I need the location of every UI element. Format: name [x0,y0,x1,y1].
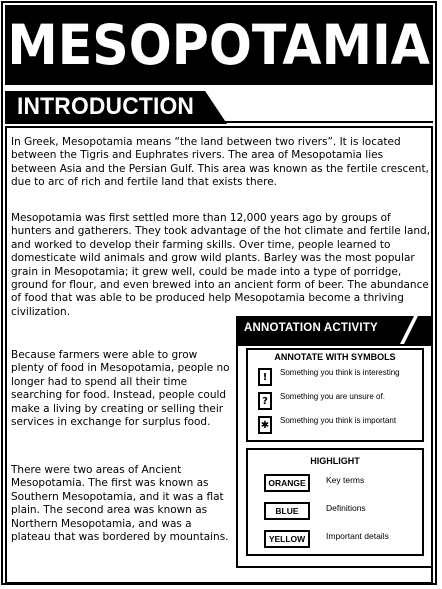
symbol-row-unsure [258,392,424,414]
symbols-box [246,348,424,442]
symbol-label: Something you think is interesting [280,368,400,377]
highlight-label: Definitions [326,503,366,513]
highlight-label: Important details [326,531,389,541]
highlight-title: HIGHLIGHT [310,456,360,466]
page-title: MESOPOTAMIA [7,12,431,77]
paragraph-meaning: In Greek, Mesopotamia means “the land between two rivers”. It is located between the Tigris and Euphrates rivers. The area of Mesopotamia lies between Asia and the Persian Gulf. This area was known as the fertile crescent, due to arc of rich and fertile land that exists there. [11,136,429,189]
highlight-row-blue [264,502,424,524]
symbol-label: Something you think is important [280,416,397,425]
highlight-row-yellow [264,530,424,552]
highlight-box [246,448,424,556]
paragraph-settlement: Mesopotamia was first settled more than 12,000 years ago by groups of hunters and gatherers. They took advantage of the hot climate and fertile land, and worked to develop their farming skills. Over time, people learned to domesticate wild animals and grow wild plants. Barley was the most popular grain in Mesopotamia; it grew well, could be made into a type of porridge, ground for flour, and even brewed into an ancient form of beer. The abundance of food that was able to be produced help Mesopotamia become a thriving civilization. [11,212,431,318]
title-banner [5,5,433,85]
annotation-heading-banner [236,316,433,344]
color-chip-orange: ORANGE [264,474,310,492]
color-chip-blue: BLUE [264,502,310,520]
symbol-label: Something you are unsure of. [280,392,385,401]
paragraph-regions: There were two areas of Ancient Mesopotamia. The first was known as Southern Mesopotamia, and it was a flat plain. The second area was known as Northern Mesopotamia, and was a plateau that was bordered by mountains. [11,464,229,544]
asterisk-icon: ✱ [258,416,272,434]
highlight-row-orange [264,474,424,496]
section-heading: INTRODUCTION [17,93,195,120]
color-chip-yellow: YELLOW [264,530,310,548]
section-heading-banner [5,91,433,124]
symbols-title: ANNOTATE WITH SYMBOLS [274,352,396,362]
question-icon: ? [258,392,272,410]
paragraph-surplus: Because farmers were able to grow plenty of food in Mesopotamia, people no longer had to spend all their time searching for food. Instead, people could make a living by creating or selling their services in exchange for surplus food. [11,349,230,429]
exclamation-icon: ! [258,368,272,386]
highlight-label: Key terms [326,475,365,485]
annotation-heading: ANNOTATION ACTIVITY [244,322,378,334]
symbol-row-important [258,416,424,438]
symbol-row-interesting [258,368,424,390]
